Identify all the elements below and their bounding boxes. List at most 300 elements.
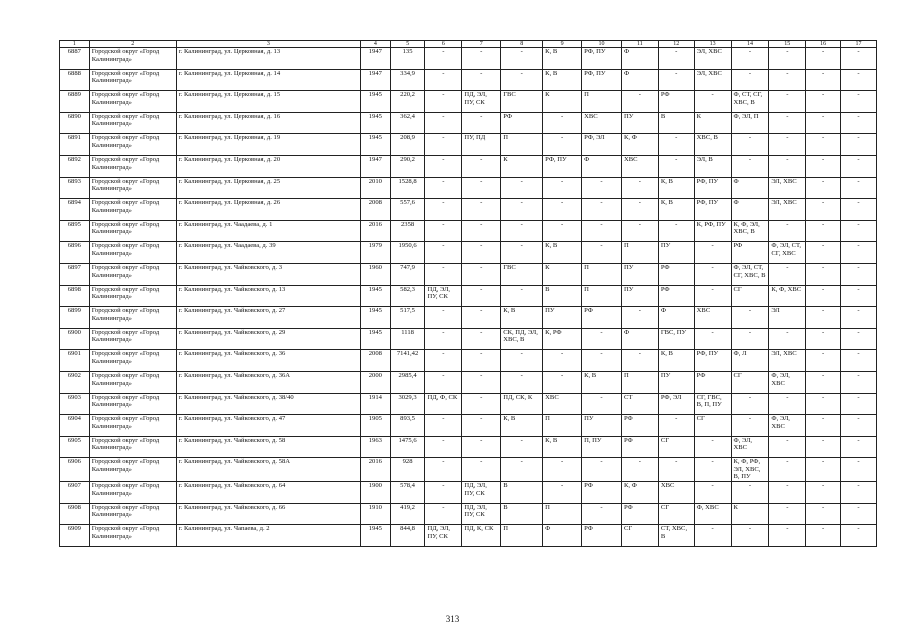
table-cell: г. Калининград, ул. Церковная, д. 14 bbox=[176, 69, 360, 91]
table-cell: - bbox=[501, 350, 543, 372]
table-cell: - bbox=[543, 482, 582, 504]
table-cell: 578,4 bbox=[390, 482, 425, 504]
table-cell: 290,2 bbox=[390, 155, 425, 177]
table-cell: г. Калининград, ул. Церковная, д. 25 bbox=[176, 177, 360, 199]
table-cell: г. Калининград, ул. Чайковского, д. 47 bbox=[176, 415, 360, 437]
table-cell: К, В bbox=[658, 199, 694, 221]
table-cell: - bbox=[501, 48, 543, 70]
table-cell: П bbox=[582, 285, 622, 307]
table-row bbox=[60, 415, 877, 437]
table-cell: К, РФ, ПУ bbox=[694, 220, 731, 242]
table-cell: - bbox=[462, 177, 501, 199]
table-cell: - bbox=[462, 199, 501, 221]
table-cell: - bbox=[582, 328, 622, 350]
table-cell: - bbox=[841, 482, 877, 504]
table-cell: 2010 bbox=[360, 177, 390, 199]
table-cell: 6908 bbox=[60, 503, 90, 525]
table-cell: Ф, СТ, СГ, ХВС, В bbox=[731, 91, 769, 113]
table-cell: 6896 bbox=[60, 242, 90, 264]
table-cell: - bbox=[769, 263, 806, 285]
table-cell: - bbox=[425, 69, 462, 91]
table-cell: - bbox=[694, 328, 731, 350]
table-cell: - bbox=[462, 285, 501, 307]
table-cell: г. Калининград, ул. Чайковского, д. 38/40 bbox=[176, 393, 360, 415]
table-cell: 582,3 bbox=[390, 285, 425, 307]
table-cell: К, В bbox=[543, 242, 582, 264]
table-cell: Городской округ «Город Калининград» bbox=[89, 503, 176, 525]
table-cell: - bbox=[462, 48, 501, 70]
table-cell: 2000 bbox=[360, 371, 390, 393]
table-cell: - bbox=[731, 393, 769, 415]
table-cell: 208,9 bbox=[390, 134, 425, 156]
table-cell: - bbox=[806, 285, 841, 307]
table-cell: - bbox=[841, 220, 877, 242]
column-number: 1 bbox=[60, 41, 90, 48]
page-number: 313 bbox=[445, 614, 460, 624]
column-number: 3 bbox=[176, 41, 360, 48]
table-cell: Городской округ «Город Калининград» bbox=[89, 285, 176, 307]
table-row bbox=[60, 393, 877, 415]
table-cell: Городской округ «Город Калининград» bbox=[89, 112, 176, 134]
table-cell: - bbox=[543, 220, 582, 242]
column-number-row bbox=[60, 41, 877, 48]
table-cell: - bbox=[841, 69, 877, 91]
table-cell: Городской округ «Город Калининград» bbox=[89, 393, 176, 415]
table-cell: - bbox=[769, 48, 806, 70]
table-cell: 6890 bbox=[60, 112, 90, 134]
table-cell: 6892 bbox=[60, 155, 90, 177]
table-cell: Ф, ХВС bbox=[694, 503, 731, 525]
table-cell: 6899 bbox=[60, 307, 90, 329]
table-row bbox=[60, 503, 877, 525]
table-cell: К, Ф bbox=[621, 134, 658, 156]
table-cell: - bbox=[462, 393, 501, 415]
table-cell: 1900 bbox=[360, 482, 390, 504]
table-cell: - bbox=[769, 393, 806, 415]
table-cell: 1945 bbox=[360, 134, 390, 156]
table-cell: РФ bbox=[582, 525, 622, 547]
table-cell: 517,5 bbox=[390, 307, 425, 329]
table-cell: 2016 bbox=[360, 458, 390, 482]
column-number: 9 bbox=[543, 41, 582, 48]
table-cell: 135 bbox=[390, 48, 425, 70]
table-cell: - bbox=[462, 328, 501, 350]
table-cell: - bbox=[425, 458, 462, 482]
table-cell: - bbox=[462, 458, 501, 482]
table-cell: - bbox=[425, 350, 462, 372]
table-cell: РФ, ПУ bbox=[694, 350, 731, 372]
table-cell: 1528,8 bbox=[390, 177, 425, 199]
table-cell: ПД, ЭЛ, ПУ, СК bbox=[462, 482, 501, 504]
table-cell: ХВС bbox=[582, 112, 622, 134]
table-cell: - bbox=[658, 48, 694, 70]
table-cell: СТ, ХВС, В bbox=[658, 525, 694, 547]
table-cell: - bbox=[769, 503, 806, 525]
table-cell: Ф bbox=[621, 48, 658, 70]
table-row bbox=[60, 155, 877, 177]
table-cell: - bbox=[694, 458, 731, 482]
table-cell: - bbox=[806, 242, 841, 264]
table-cell: - bbox=[425, 177, 462, 199]
table-cell: - bbox=[769, 220, 806, 242]
table-cell: ПУ bbox=[621, 263, 658, 285]
table-cell: 1947 bbox=[360, 69, 390, 91]
table-cell: 6904 bbox=[60, 415, 90, 437]
column-number: 5 bbox=[390, 41, 425, 48]
table-cell: - bbox=[425, 91, 462, 113]
table-cell: 1910 bbox=[360, 503, 390, 525]
table-cell: 747,9 bbox=[390, 263, 425, 285]
table-cell: - bbox=[543, 350, 582, 372]
table-cell: - bbox=[841, 458, 877, 482]
table-cell: К, В bbox=[658, 177, 694, 199]
table-cell: - bbox=[731, 48, 769, 70]
table-cell: 928 bbox=[390, 458, 425, 482]
table-cell: г. Калининград, ул. Чайковского, д. 36 bbox=[176, 350, 360, 372]
table-cell: - bbox=[425, 112, 462, 134]
table-cell: 1979 bbox=[360, 242, 390, 264]
table-cell: - bbox=[462, 350, 501, 372]
table-cell: - bbox=[806, 371, 841, 393]
table-cell: П bbox=[543, 415, 582, 437]
table-cell: К bbox=[731, 503, 769, 525]
table-cell: 6888 bbox=[60, 69, 90, 91]
table-cell: ЭЛ, ХВС bbox=[769, 199, 806, 221]
table-cell: - bbox=[425, 242, 462, 264]
table-cell: - bbox=[769, 458, 806, 482]
table-cell: - bbox=[806, 220, 841, 242]
table-cell: 3029,3 bbox=[390, 393, 425, 415]
table-cell: - bbox=[543, 134, 582, 156]
table-cell: - bbox=[658, 155, 694, 177]
table-cell: Ф bbox=[658, 307, 694, 329]
table-cell: 557,6 bbox=[390, 199, 425, 221]
table-cell: - bbox=[694, 482, 731, 504]
table-cell: 220,2 bbox=[390, 91, 425, 113]
table-cell: - bbox=[462, 155, 501, 177]
table-cell: РФ, ПУ bbox=[543, 155, 582, 177]
register-table bbox=[59, 40, 877, 547]
table-cell: ПУ bbox=[658, 242, 694, 264]
table-cell: - bbox=[462, 371, 501, 393]
table-cell: СГ bbox=[731, 285, 769, 307]
table-cell: - bbox=[462, 69, 501, 91]
table-cell: П bbox=[582, 263, 622, 285]
table-cell: - bbox=[462, 263, 501, 285]
table-cell: К, Ф, ХВС bbox=[769, 285, 806, 307]
table-cell: г. Калининград, ул. Чайковского, д. 13 bbox=[176, 285, 360, 307]
table-cell: Городской округ «Город Калининград» bbox=[89, 415, 176, 437]
table-cell: - bbox=[769, 112, 806, 134]
table-cell: - bbox=[841, 350, 877, 372]
table-cell: Городской округ «Город Калининград» bbox=[89, 458, 176, 482]
table-cell: РФ bbox=[658, 263, 694, 285]
table-cell: 6893 bbox=[60, 177, 90, 199]
table-cell: 893,5 bbox=[390, 415, 425, 437]
table-cell: - bbox=[425, 482, 462, 504]
table-cell: - bbox=[425, 48, 462, 70]
table-cell: Городской округ «Город Калининград» bbox=[89, 436, 176, 458]
table-cell: - bbox=[731, 482, 769, 504]
table-cell: - bbox=[582, 458, 622, 482]
table-cell: - bbox=[543, 199, 582, 221]
table-cell: г. Калининград, ул. Чайковского, д. 64 bbox=[176, 482, 360, 504]
table-cell: - bbox=[841, 134, 877, 156]
table-cell: П bbox=[501, 525, 543, 547]
table-cell: - bbox=[425, 307, 462, 329]
table-cell: 419,2 bbox=[390, 503, 425, 525]
table-cell: ЭЛ, ХВС bbox=[769, 350, 806, 372]
table-cell: - bbox=[582, 220, 622, 242]
table-cell: РФ bbox=[658, 91, 694, 113]
table-cell: ПД, ЭЛ, ПУ, СК bbox=[462, 91, 501, 113]
table-cell: ЭЛ bbox=[769, 307, 806, 329]
table-cell: 1945 bbox=[360, 307, 390, 329]
table-cell: г. Калининград, ул. Чаадаева, д. 39 bbox=[176, 242, 360, 264]
table-cell: Городской округ «Город Калининград» bbox=[89, 263, 176, 285]
column-number: 10 bbox=[582, 41, 622, 48]
table-cell: ПД, ЭЛ, ПУ, СК bbox=[425, 525, 462, 547]
table-cell: г. Калининград, ул. Церковная, д. 19 bbox=[176, 134, 360, 156]
table-header bbox=[60, 41, 877, 48]
table-cell: г. Калининград, ул. Чайковского, д. 27 bbox=[176, 307, 360, 329]
table-cell: П bbox=[543, 503, 582, 525]
table-row bbox=[60, 69, 877, 91]
table-cell: Городской округ «Город Калининград» bbox=[89, 525, 176, 547]
table-cell: РФ, ЭЛ bbox=[582, 134, 622, 156]
table-cell: - bbox=[462, 112, 501, 134]
table-cell: - bbox=[769, 328, 806, 350]
column-number: 2 bbox=[89, 41, 176, 48]
table-row bbox=[60, 134, 877, 156]
table-cell: Городской округ «Город Калининград» bbox=[89, 91, 176, 113]
table-cell: - bbox=[694, 263, 731, 285]
table-cell: - bbox=[731, 155, 769, 177]
table-cell: 2008 bbox=[360, 350, 390, 372]
table-cell: - bbox=[425, 263, 462, 285]
table-cell: г. Калининград, ул. Чайковского, д. 58А bbox=[176, 458, 360, 482]
table-cell: ЭЛ, ХВС bbox=[694, 48, 731, 70]
table-cell: К, В bbox=[658, 350, 694, 372]
table-cell: ГВС, ПУ bbox=[658, 328, 694, 350]
table-cell: СГ bbox=[658, 436, 694, 458]
table-cell: - bbox=[769, 69, 806, 91]
table-cell: 6903 bbox=[60, 393, 90, 415]
table-cell: - bbox=[425, 328, 462, 350]
table-cell: - bbox=[841, 393, 877, 415]
table-cell: К, В bbox=[582, 371, 622, 393]
table-cell: РФ bbox=[582, 482, 622, 504]
table-cell: - bbox=[582, 393, 622, 415]
table-cell: - bbox=[806, 91, 841, 113]
table-cell: В bbox=[543, 285, 582, 307]
table-cell: ХВС bbox=[543, 393, 582, 415]
table-cell: - bbox=[501, 177, 543, 199]
table-row bbox=[60, 112, 877, 134]
table-cell: Ф bbox=[582, 155, 622, 177]
table-cell: Ф, ЭЛ, СТ, СГ, ХВС bbox=[769, 242, 806, 264]
table-cell: - bbox=[425, 503, 462, 525]
table-cell: 6891 bbox=[60, 134, 90, 156]
table-cell: К, В bbox=[543, 69, 582, 91]
table-cell: - bbox=[543, 458, 582, 482]
table-cell: - bbox=[841, 436, 877, 458]
table-cell: К, Ф, РФ, ЭЛ, ХВС, В, ПУ bbox=[731, 458, 769, 482]
table-cell: - bbox=[806, 177, 841, 199]
table-cell: СГ bbox=[621, 525, 658, 547]
table-cell: - bbox=[806, 199, 841, 221]
table-cell: П bbox=[582, 91, 622, 113]
table-cell: К, В bbox=[543, 436, 582, 458]
table-cell: Ф, ЭЛ, ХВС bbox=[731, 436, 769, 458]
table-cell: г. Калининград, ул. Чайковского, д. 58 bbox=[176, 436, 360, 458]
table-cell: Городской округ «Город Калининград» bbox=[89, 48, 176, 70]
table-cell: 7141,42 bbox=[390, 350, 425, 372]
table-cell: ПД, К, СК bbox=[462, 525, 501, 547]
table-cell: - bbox=[621, 177, 658, 199]
table-cell: г. Калининград, ул. Чайковского, д. 29 bbox=[176, 328, 360, 350]
table-cell: - bbox=[806, 112, 841, 134]
table-cell: Городской округ «Город Калининград» bbox=[89, 371, 176, 393]
table-cell: - bbox=[731, 307, 769, 329]
table-cell: - bbox=[658, 458, 694, 482]
table-cell: - bbox=[841, 371, 877, 393]
table-cell: Городской округ «Город Калининград» bbox=[89, 220, 176, 242]
table-cell: 1947 bbox=[360, 155, 390, 177]
table-row bbox=[60, 328, 877, 350]
table-cell: ПУ, ПД bbox=[462, 134, 501, 156]
table-cell: - bbox=[731, 69, 769, 91]
table-cell: ГВС bbox=[501, 91, 543, 113]
table-cell: - bbox=[806, 69, 841, 91]
table-cell: - bbox=[806, 328, 841, 350]
table-cell: - bbox=[425, 199, 462, 221]
table-cell: П bbox=[621, 371, 658, 393]
table-cell: - bbox=[582, 242, 622, 264]
table-cell: Ф, Л bbox=[731, 350, 769, 372]
table-cell: - bbox=[806, 503, 841, 525]
table-cell: К, РФ bbox=[543, 328, 582, 350]
table-row bbox=[60, 482, 877, 504]
table-cell: ПД, ЭЛ, ПУ, СК bbox=[462, 503, 501, 525]
table-row bbox=[60, 285, 877, 307]
column-number: 11 bbox=[621, 41, 658, 48]
table-cell: - bbox=[769, 155, 806, 177]
table-cell: 1950,6 bbox=[390, 242, 425, 264]
table-cell: К, В bbox=[501, 415, 543, 437]
table-cell: - bbox=[841, 307, 877, 329]
table-cell: - bbox=[731, 415, 769, 437]
table-cell: К, В bbox=[543, 48, 582, 70]
table-cell: 1960 bbox=[360, 263, 390, 285]
table-cell: 6894 bbox=[60, 199, 90, 221]
table-cell: - bbox=[501, 220, 543, 242]
table-cell: - bbox=[841, 525, 877, 547]
table-cell: - bbox=[806, 155, 841, 177]
table-cell: ПУ bbox=[621, 285, 658, 307]
table-cell: г. Калининград, ул. Церковная, д. 15 bbox=[176, 91, 360, 113]
table-cell: - bbox=[731, 525, 769, 547]
table-cell: 6901 bbox=[60, 350, 90, 372]
table-cell: 1945 bbox=[360, 525, 390, 547]
table-cell: - bbox=[806, 48, 841, 70]
table-cell: СГ bbox=[694, 415, 731, 437]
table-cell: - bbox=[462, 307, 501, 329]
table-cell: - bbox=[841, 177, 877, 199]
table-cell: 1914 bbox=[360, 393, 390, 415]
table-cell: - bbox=[425, 220, 462, 242]
table-cell: ГВС bbox=[501, 263, 543, 285]
table-cell: - bbox=[806, 307, 841, 329]
table-cell: - bbox=[543, 371, 582, 393]
table-cell: 6905 bbox=[60, 436, 90, 458]
table-cell: ЭЛ, ХВС bbox=[694, 69, 731, 91]
table-cell: г. Калининград, ул. Церковная, д. 16 bbox=[176, 112, 360, 134]
table-cell: Ф bbox=[621, 328, 658, 350]
table-cell: РФ bbox=[501, 112, 543, 134]
table-row bbox=[60, 242, 877, 264]
table-cell: - bbox=[658, 220, 694, 242]
table-cell: - bbox=[462, 415, 501, 437]
table-cell: - bbox=[769, 91, 806, 113]
table-cell: В bbox=[501, 482, 543, 504]
table-cell: - bbox=[621, 220, 658, 242]
table-cell: - bbox=[582, 350, 622, 372]
table-cell: Ф, ЭЛ, ХВС bbox=[769, 415, 806, 437]
table-cell: - bbox=[658, 415, 694, 437]
table-row bbox=[60, 199, 877, 221]
table-cell: - bbox=[582, 503, 622, 525]
table-cell: ПУ bbox=[621, 112, 658, 134]
table-cell: ПД, СК, К bbox=[501, 393, 543, 415]
table-cell: ПД, Ф, СК bbox=[425, 393, 462, 415]
table-cell: В bbox=[658, 112, 694, 134]
table-cell: - bbox=[841, 242, 877, 264]
table-cell: Городской округ «Город Калининград» bbox=[89, 199, 176, 221]
table-cell: 1945 bbox=[360, 91, 390, 113]
table-cell: Ф, ЭЛ, П bbox=[731, 112, 769, 134]
table-cell: 6895 bbox=[60, 220, 90, 242]
table-cell: - bbox=[658, 134, 694, 156]
table-cell: - bbox=[501, 371, 543, 393]
table-cell: П bbox=[501, 134, 543, 156]
table-cell: ЭЛ, В bbox=[694, 155, 731, 177]
table-cell: 1945 bbox=[360, 328, 390, 350]
table-row bbox=[60, 263, 877, 285]
table-cell: г. Калининград, ул. Церковная, д. 26 bbox=[176, 199, 360, 221]
table-row bbox=[60, 307, 877, 329]
table-cell: 1963 bbox=[360, 436, 390, 458]
table-row bbox=[60, 350, 877, 372]
table-cell: СГ bbox=[731, 371, 769, 393]
table-cell: РФ bbox=[694, 371, 731, 393]
table-cell: - bbox=[425, 436, 462, 458]
table-cell: - bbox=[621, 199, 658, 221]
column-number: 16 bbox=[806, 41, 841, 48]
table-cell: 6907 bbox=[60, 482, 90, 504]
column-number: 14 bbox=[731, 41, 769, 48]
table-row bbox=[60, 436, 877, 458]
table-cell: ХВС bbox=[621, 155, 658, 177]
table-row bbox=[60, 177, 877, 199]
table-cell: Ф bbox=[731, 177, 769, 199]
table-cell: - bbox=[694, 525, 731, 547]
table-cell: РФ bbox=[621, 436, 658, 458]
table-cell: К, Ф, ЭЛ, ХВС, В bbox=[731, 220, 769, 242]
table-cell: ХВС bbox=[658, 482, 694, 504]
table-cell: - bbox=[425, 134, 462, 156]
table-cell: - bbox=[658, 69, 694, 91]
